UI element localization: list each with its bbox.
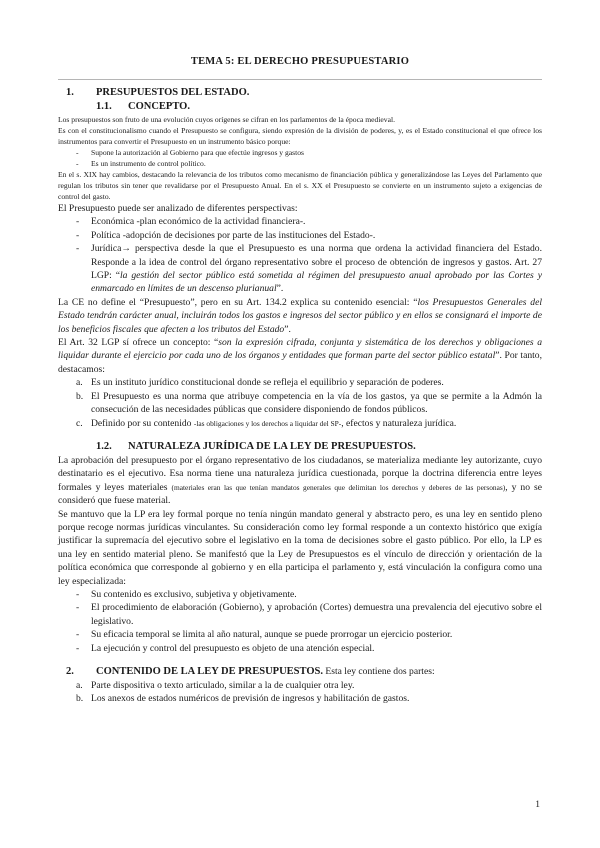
list-item: - El procedimiento de elaboración (Gobierno), y aprobación (Cortes) demuestra una prevalencia del ejecutivo sobre el legislativo. [76,602,542,627]
section-1-2-heading [58,440,542,454]
list-item-text: Política -adopción de decisiones por parte de las instituciones del Estado-. [91,229,376,241]
list-item [58,390,542,417]
paragraph-text: El Art. 32 LGP sí ofrece un concepto: “ [58,337,219,349]
section-title: CONTENIDO DE LA LEY DE PRESUPUESTOS. [96,666,323,677]
list-item-text: Es un instrumento de control político. [91,159,206,168]
paragraph-text: ”. Por tanto, destacamos: [58,350,542,375]
bullet-list [58,147,542,169]
section-title: CONCEPTO. [128,101,190,112]
paragraph: El Presupuesto puede ser analizado de diferentes perspectivas: [58,203,298,214]
bullet-list [58,588,542,655]
list-item: - La ejecución y control del presupuesto es objeto de una atención especial. [76,642,375,654]
list-marker: a. [76,680,83,691]
list-item-text: Los anexos de estados numéricos de previsión de ingresos y habilitación de gastos. [91,693,410,705]
list-item-text: Jurídica→ perspectiva desde la que el Presupuesto es una norma que ordena la actividad financiera del Estado. Responde a la idea de control del órgano representativo sobre el proceso de obtención de ingresos y gastos. Art. 27 LGP: “ [91,243,542,282]
section-number: 1.2. [96,440,112,452]
list-item: - Política -adopción de decisiones por parte de las instituciones del Estado-. [76,229,376,241]
section-2-heading [58,665,542,679]
list-item-text: Parte dispositiva o texto articulado, similar a la de cualquier otra ley. [91,680,355,691]
paragraph-text: , y no se consideró que fuese material. [58,481,543,507]
quoted-law-text: la gestión del sector público está sometida al régimen del presupuesto anual aprobado por las Cortes y enmarcado en límites de un descenso plurianual [91,270,542,295]
list-item-text: -las obligaciones y los derechos a liquidar del SP- [193,418,342,428]
section-1-1-heading [58,100,542,114]
lettered-list [58,376,542,430]
paragraph: Se mantuvo que la LP era ley formal porque no tenía ningún mandato general y abstracto pero, es una ley en sentido pleno porque recoge normas jurídicas vinculantes. Su consideración como ley formal responde a un contexto histórico que exigía justificar la supremacía del ejecutivo sobre el legislativo en la toma de decisiones sobre el gasto público. Por ello, la LP es una ley en sentido material pleno. Se manifestó que la Ley de Presupuestos es el vínculo de dirección y orientación de la política económica que corresponde al gobierno y en ella participa el parlamento y, está vinculación la configura como una ley especializada: [58,508,542,587]
section-number: 1. [66,87,74,98]
list-item-text: Económica -plan económico de la actividad financiera-. [91,216,306,228]
title-divider [58,79,542,80]
list-item-text: , efectos y naturaleza jurídica. [341,417,457,429]
list-item: - Es un instrumento de control político. [76,159,206,168]
paragraph-text: ”. [284,323,291,335]
paragraph: En el s. XIX hay cambios, destacando la relevancia de los tributos como mecanismo de financiación pública y generalizándose las Leyes del Parlamento que regulan los tributos sin tener que revalidarse por el Presupuesto Anual. En el s. XX el Presupuesto se convierte en un instrumento sujeto a exigencias de control del gasto. [58,170,542,201]
list-item-text: ”. [276,283,284,295]
document-body [58,86,542,706]
list-marker: c. [76,417,83,429]
paragraph: Los presupuestos son fruto de una evolución cuyos orígenes se cifran en los parlamentos de la época medieval. [58,115,395,124]
list-item: - Supone la autorización al Gobierno para que efectúe ingresos y gastos [76,148,304,157]
section-number: 2. [66,666,74,677]
list-item [58,376,542,389]
list-marker: b. [76,693,84,705]
list-item-text: Es un instituto jurídico constitucional donde se refleja el equilibrio y separación de poderes. [91,377,444,389]
list-item-text: Definido por su contenido [91,417,194,429]
page-number: 1 [535,800,540,810]
quoted-law-text: son la expresión cifrada, conjunta y sistemática de los derechos y obligaciones a liquidar durante el ejercicio por cada uno de los órganos y entidades que forman parte del sector público estatal [58,337,542,362]
bullet-list [58,215,542,295]
list-item: - Económica -plan económico de la actividad financiera-. [76,216,306,228]
list-marker: a. [76,377,83,389]
list-item-text: La ejecución y control del presupuesto es objeto de una atención especial. [91,642,375,654]
list-item-text: Su eficacia temporal se limita al año natural, aunque se puede prorrogar un ejercicio posterior. [91,629,453,641]
lettered-list [58,679,542,706]
paragraph: Es con el constitucionalismo cuando el Presupuesto se configura, siendo expresión de la división de poderes, y, es el Estado constitucional el que ofrece los instrumentos para convertir el Presupuesto en un instrumento básico porque: [58,126,542,146]
list-item [58,692,542,705]
paragraph-text: La aprobación del presupuesto por el órgano representativo de los ciudadanos, se materializa mediante ley autorizante, cuyo destinatario es el ejecutivo. Esa norma tiene una naturaleza jurídica cuestionada, porque la doctrina diferencia entre leyes formales y leyes materiales [58,454,542,493]
list-item-text: Supone la autorización al Gobierno para que efectúe ingresos y gastos [91,148,304,157]
parenthetical-note: (materiales eran las que tenían mandatos generales que delimitan los derechos y deberes de las personas) [171,482,506,492]
section-tail-text: Esta ley contiene dos partes: [322,666,435,677]
list-item: - Jurídica→ perspectiva desde la que el Presupuesto es una norma que ordena la actividad financiera del Estado. Responde a la idea de control del órgano representativo sobre el proceso de obtención de ingresos y gastos. Art. 27 LGP: “la gestión del sector público está sometida al régimen del presupuesto anual aprobado por las Cortes y enmarcado en límites de un descenso plurianual”. [76,243,542,295]
paragraph-text: La CE no define el “Presupuesto”, pero en su Art. 134.2 explica su contenido esencial: “ [58,296,418,308]
section-number: 1.1. [96,101,112,112]
list-item [58,417,542,430]
section-title: NATURALEZA JURÍDICA DE LA LEY DE PRESUPUESTOS. [128,440,416,452]
paragraph [58,296,542,336]
paragraph [58,336,542,376]
list-item-text: El Presupuesto es una norma que atribuye competencia en la vía de los gastos, ya que se permite a la Admón la consecución de las necesidades públicas que considere disponiendo de fondos públicos. [91,390,542,416]
paragraph [58,454,542,508]
quoted-law-text: los Presupuestos Generales del Estado tendrán carácter anual, incluirán todos los gastos e ingresos del sector público y en ellos se consignará el importe de los beneficios fiscales que afecten a los tributos del Estado [58,296,542,335]
list-marker: b. [76,390,84,402]
list-item: - Su contenido es exclusivo, subjetiva y objetivamente. [76,588,297,600]
section-1-heading [58,86,542,100]
list-item-text: Su contenido es exclusivo, subjetiva y objetivamente. [91,588,297,600]
section-title: PRESUPUESTOS DEL ESTADO. [96,87,250,98]
document-title: TEMA 5: EL DERECHO PRESUPUESTARIO [190,56,410,67]
list-item: - Su eficacia temporal se limita al año natural, aunque se puede prorrogar un ejercicio posterior. [76,629,453,641]
list-item-text: El procedimiento de elaboración (Gobierno), y aprobación (Cortes) demuestra una prevalencia del ejecutivo sobre el legislativo. [91,602,542,627]
section-heading [58,666,323,677]
list-item [58,679,542,692]
